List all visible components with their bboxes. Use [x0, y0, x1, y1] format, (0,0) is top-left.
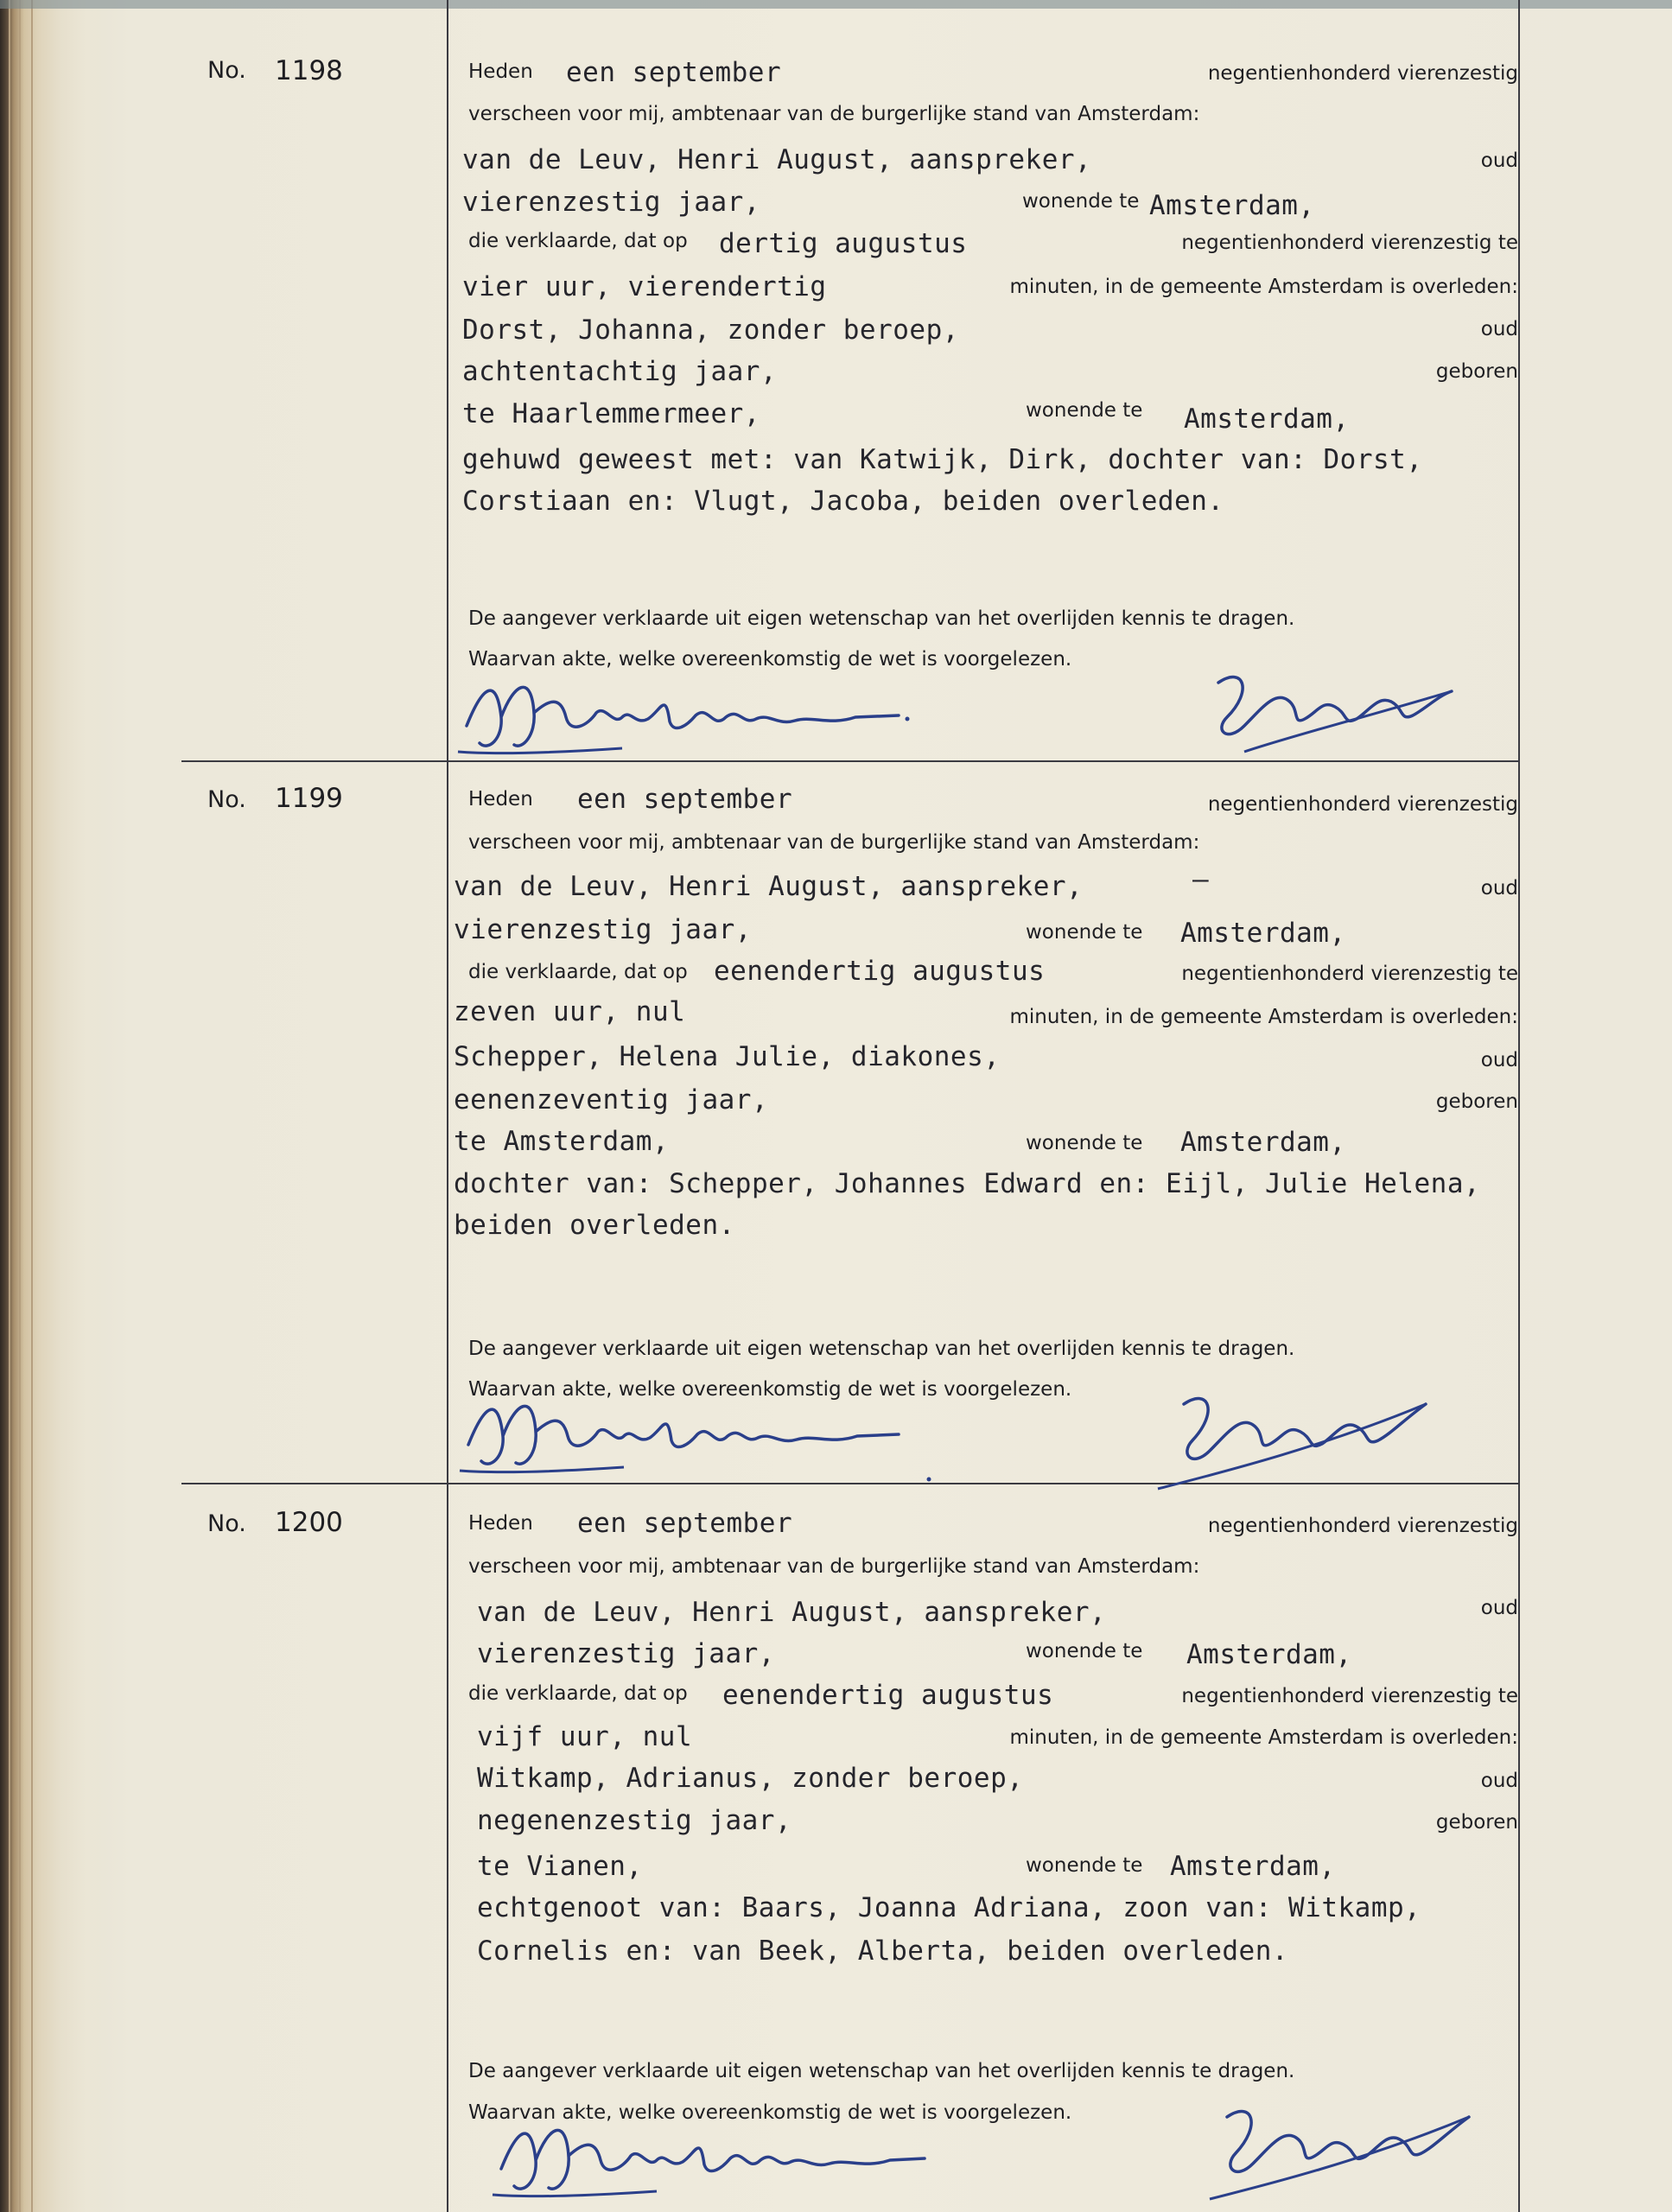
- aangever-statement: De aangever verklaarde uit eigen wetenschap van het overlijden kennis te dragen.: [468, 2060, 1295, 2082]
- registrar-signature: [484, 2108, 968, 2208]
- deceased-residence: Amsterdam,: [1180, 1127, 1346, 1158]
- oud-label: oud: [1480, 1049, 1518, 1071]
- death-time: vijf uur, nul: [477, 1721, 693, 1752]
- verscheen-line: verscheen voor mij, ambtenaar van de burgerlijke stand van Amsterdam:: [468, 103, 1200, 125]
- deceased-age: achtentachtig jaar,: [462, 356, 778, 387]
- aangever-statement: De aangever verklaarde uit eigen wetenschap van het overlijden kennis te dragen.: [468, 607, 1295, 630]
- wonende-label: wonende te: [1026, 1640, 1143, 1662]
- informant: van de Leuv, Henri August, aanspreker,: [477, 1597, 1107, 1628]
- year-te-label: negentienhonderd vierenzestig te: [1181, 232, 1518, 254]
- record-number-label: No.: [207, 786, 246, 813]
- relations-line: gehuwd geweest met: van Katwijk, Dirk, dochter van: Dorst,: [462, 444, 1423, 475]
- oud-label: oud: [1480, 877, 1518, 899]
- page-top-edge: [0, 0, 1672, 9]
- geboren-label: geboren: [1435, 360, 1518, 383]
- birthplace: te Amsterdam,: [454, 1126, 670, 1157]
- deceased-name: Schepper, Helena Julie, diakones,: [454, 1041, 1001, 1072]
- date-written: een september: [577, 784, 793, 815]
- informant-residence: Amsterdam,: [1180, 918, 1346, 949]
- relations-line: dochter van: Schepper, Johannes Edward en: Eijl, Julie Helena,: [454, 1168, 1481, 1199]
- geboren-label: geboren: [1435, 1811, 1518, 1834]
- death-date: eenendertig augustus: [722, 1680, 1054, 1711]
- year-printed: negentienhonderd vierenzestig: [1207, 62, 1518, 85]
- informant-signature: [1149, 1378, 1434, 1499]
- heden-label: Heden: [468, 788, 533, 810]
- waarvan-statement: Waarvan akte, welke overeenkomstig de wet is voorgelezen.: [468, 1378, 1072, 1401]
- year-te-label: negentienhonderd vierenzestig te: [1181, 963, 1518, 985]
- informant: van de Leuv, Henri August, aanspreker,: [454, 871, 1084, 902]
- date-written: een september: [577, 1508, 793, 1539]
- binding-edge: [19, 0, 21, 2212]
- oud-label: oud: [1480, 318, 1518, 340]
- record-number-label: No.: [207, 1510, 246, 1537]
- date-written: een september: [566, 57, 782, 88]
- relations-line: echtgenoot van: Baars, Joanna Adriana, zoon van: Witkamp,: [477, 1892, 1421, 1923]
- relations-line: Corstiaan en: Vlugt, Jacoba, beiden overleden.: [462, 486, 1224, 517]
- verscheen-line: verscheen voor mij, ambtenaar van de burgerlijke stand van Amsterdam:: [468, 831, 1200, 854]
- die-verklaarde-label: die verklaarde, dat op: [468, 1682, 688, 1705]
- relations-line: beiden overleden.: [454, 1210, 735, 1241]
- die-verklaarde-label: die verklaarde, dat op: [468, 230, 688, 252]
- heden-label: Heden: [468, 60, 533, 83]
- minuten-label: minuten, in de gemeente Amsterdam is overleden:: [1009, 1726, 1518, 1749]
- wonende-label: wonende te: [1026, 1854, 1143, 1877]
- deceased-name: Dorst, Johanna, zonder beroep,: [462, 315, 959, 346]
- waarvan-statement: Waarvan akte, welke overeenkomstig de wet is voorgelezen.: [468, 648, 1072, 671]
- binding-edge: [9, 0, 10, 2212]
- record-number: 1198: [275, 55, 343, 86]
- deceased-age: negenenzestig jaar,: [477, 1805, 792, 1836]
- death-time: vier uur, vierendertig: [462, 271, 827, 302]
- left-column-rule: [447, 0, 448, 2212]
- year-printed: negentienhonderd vierenzestig: [1207, 793, 1518, 816]
- book-binding: [0, 0, 112, 2212]
- right-column-rule: [1518, 0, 1520, 2212]
- registrar-signature: [449, 1382, 933, 1486]
- geboren-label: geboren: [1435, 1090, 1518, 1113]
- relations-line: Cornelis en: van Beek, Alberta, beiden overleden.: [477, 1936, 1289, 1967]
- record-number: 1200: [275, 1507, 343, 1538]
- death-date: dertig augustus: [719, 228, 968, 259]
- deceased-name: Witkamp, Adrianus, zonder beroep,: [477, 1763, 1024, 1794]
- oud-label: oud: [1480, 1597, 1518, 1619]
- deceased-age: eenenzeventig jaar,: [454, 1084, 769, 1116]
- deceased-residence: Amsterdam,: [1184, 404, 1350, 435]
- aangever-statement: De aangever verklaarde uit eigen wetenschap van het overlijden kennis te dragen.: [468, 1338, 1295, 1360]
- wonende-label: wonende te: [1026, 921, 1143, 944]
- informant-age: vierenzestig jaar,: [462, 187, 760, 218]
- minuten-label: minuten, in de gemeente Amsterdam is overleden:: [1009, 1006, 1518, 1028]
- wonende-label: wonende te: [1026, 399, 1143, 422]
- wonende-label: wonende te: [1026, 1132, 1143, 1154]
- informant-age: vierenzestig jaar,: [454, 914, 752, 945]
- record-number: 1199: [275, 783, 343, 814]
- informant-age: vierenzestig jaar,: [477, 1638, 775, 1669]
- wonende-label: wonende te: [1022, 190, 1140, 213]
- heden-label: Heden: [468, 1512, 533, 1535]
- registrar-signature: [449, 665, 933, 769]
- oud-label: oud: [1480, 1770, 1518, 1792]
- birthplace: te Vianen,: [477, 1851, 643, 1882]
- deceased-residence: Amsterdam,: [1170, 1851, 1336, 1882]
- dash-mark: —: [1192, 864, 1210, 895]
- record-number-label: No.: [207, 57, 246, 84]
- informant-signature: [1192, 657, 1469, 769]
- informant-residence: Amsterdam,: [1186, 1639, 1352, 1670]
- informant-signature: [1192, 2091, 1478, 2208]
- informant-residence: Amsterdam,: [1149, 190, 1315, 221]
- informant: van de Leuv, Henri August, aanspreker,: [462, 144, 1092, 175]
- die-verklaarde-label: die verklaarde, dat op: [468, 961, 688, 983]
- death-time: zeven uur, nul: [454, 996, 686, 1027]
- waarvan-statement: Waarvan akte, welke overeenkomstig de wet is voorgelezen.: [468, 2101, 1072, 2124]
- minuten-label: minuten, in de gemeente Amsterdam is overleden:: [1009, 276, 1518, 298]
- year-printed: negentienhonderd vierenzestig: [1207, 1515, 1518, 1537]
- oud-label: oud: [1480, 149, 1518, 172]
- death-date: eenendertig augustus: [714, 956, 1046, 987]
- year-te-label: negentienhonderd vierenzestig te: [1181, 1685, 1518, 1707]
- binding-edge: [31, 0, 33, 2212]
- birthplace: te Haarlemmermeer,: [462, 398, 760, 429]
- verscheen-line: verscheen voor mij, ambtenaar van de burgerlijke stand van Amsterdam:: [468, 1555, 1200, 1578]
